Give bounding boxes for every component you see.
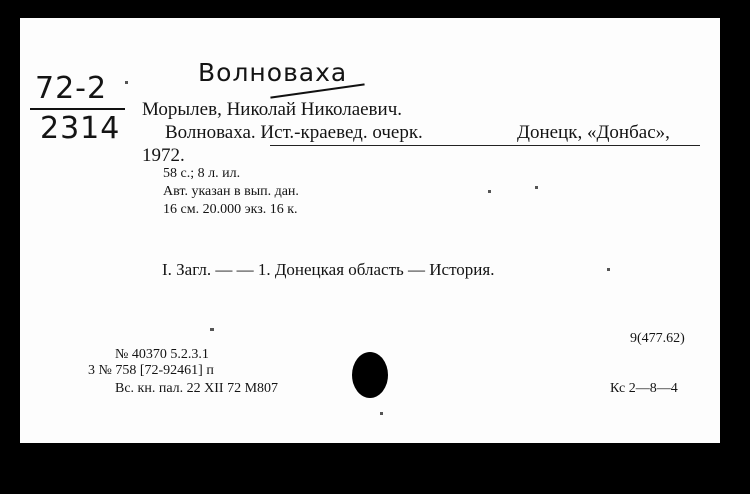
title-underline [270,145,700,146]
call-number-top: 72-2 [35,71,108,106]
chamber-line: Вс. кн. пал. 22 XII 72 M807 [115,381,279,396]
classification: 9(477.62) [630,331,685,346]
year: 1972. [142,145,185,166]
scratch-mark [125,81,128,84]
title-line: Волноваха. Ист.-краевед. очерк. [165,122,423,143]
scratch-mark [607,268,610,271]
price-code: Кс 2—8—4 [610,381,678,396]
tracings: I. Загл. — — 1. Донецкая область — История. [162,260,495,279]
call-number-rule [30,108,125,110]
publisher-line: Донецк, «Донбас», [517,122,670,143]
scratch-mark [210,328,214,331]
handwritten-title: Волноваха [198,58,348,87]
scratch-mark [380,412,383,415]
punch-hole [352,352,388,398]
physical-description: 58 с.; 8 л. ил. [163,166,241,181]
call-number-bottom: 2314 [40,111,121,146]
author-note: Авт. указан в вып. дан. [163,184,299,199]
catalog-card [20,18,720,443]
scratch-mark [488,190,491,193]
scratch-mark [535,186,538,189]
size-print-run: 16 см. 20.000 экз. 16 к. [163,202,298,217]
author-heading: Морылев, Николай Николаевич. [142,99,403,120]
record-number: № 40370 5.2.3.1 [115,347,209,362]
order-number: 3 № 758 [72-92461] п [88,363,214,378]
